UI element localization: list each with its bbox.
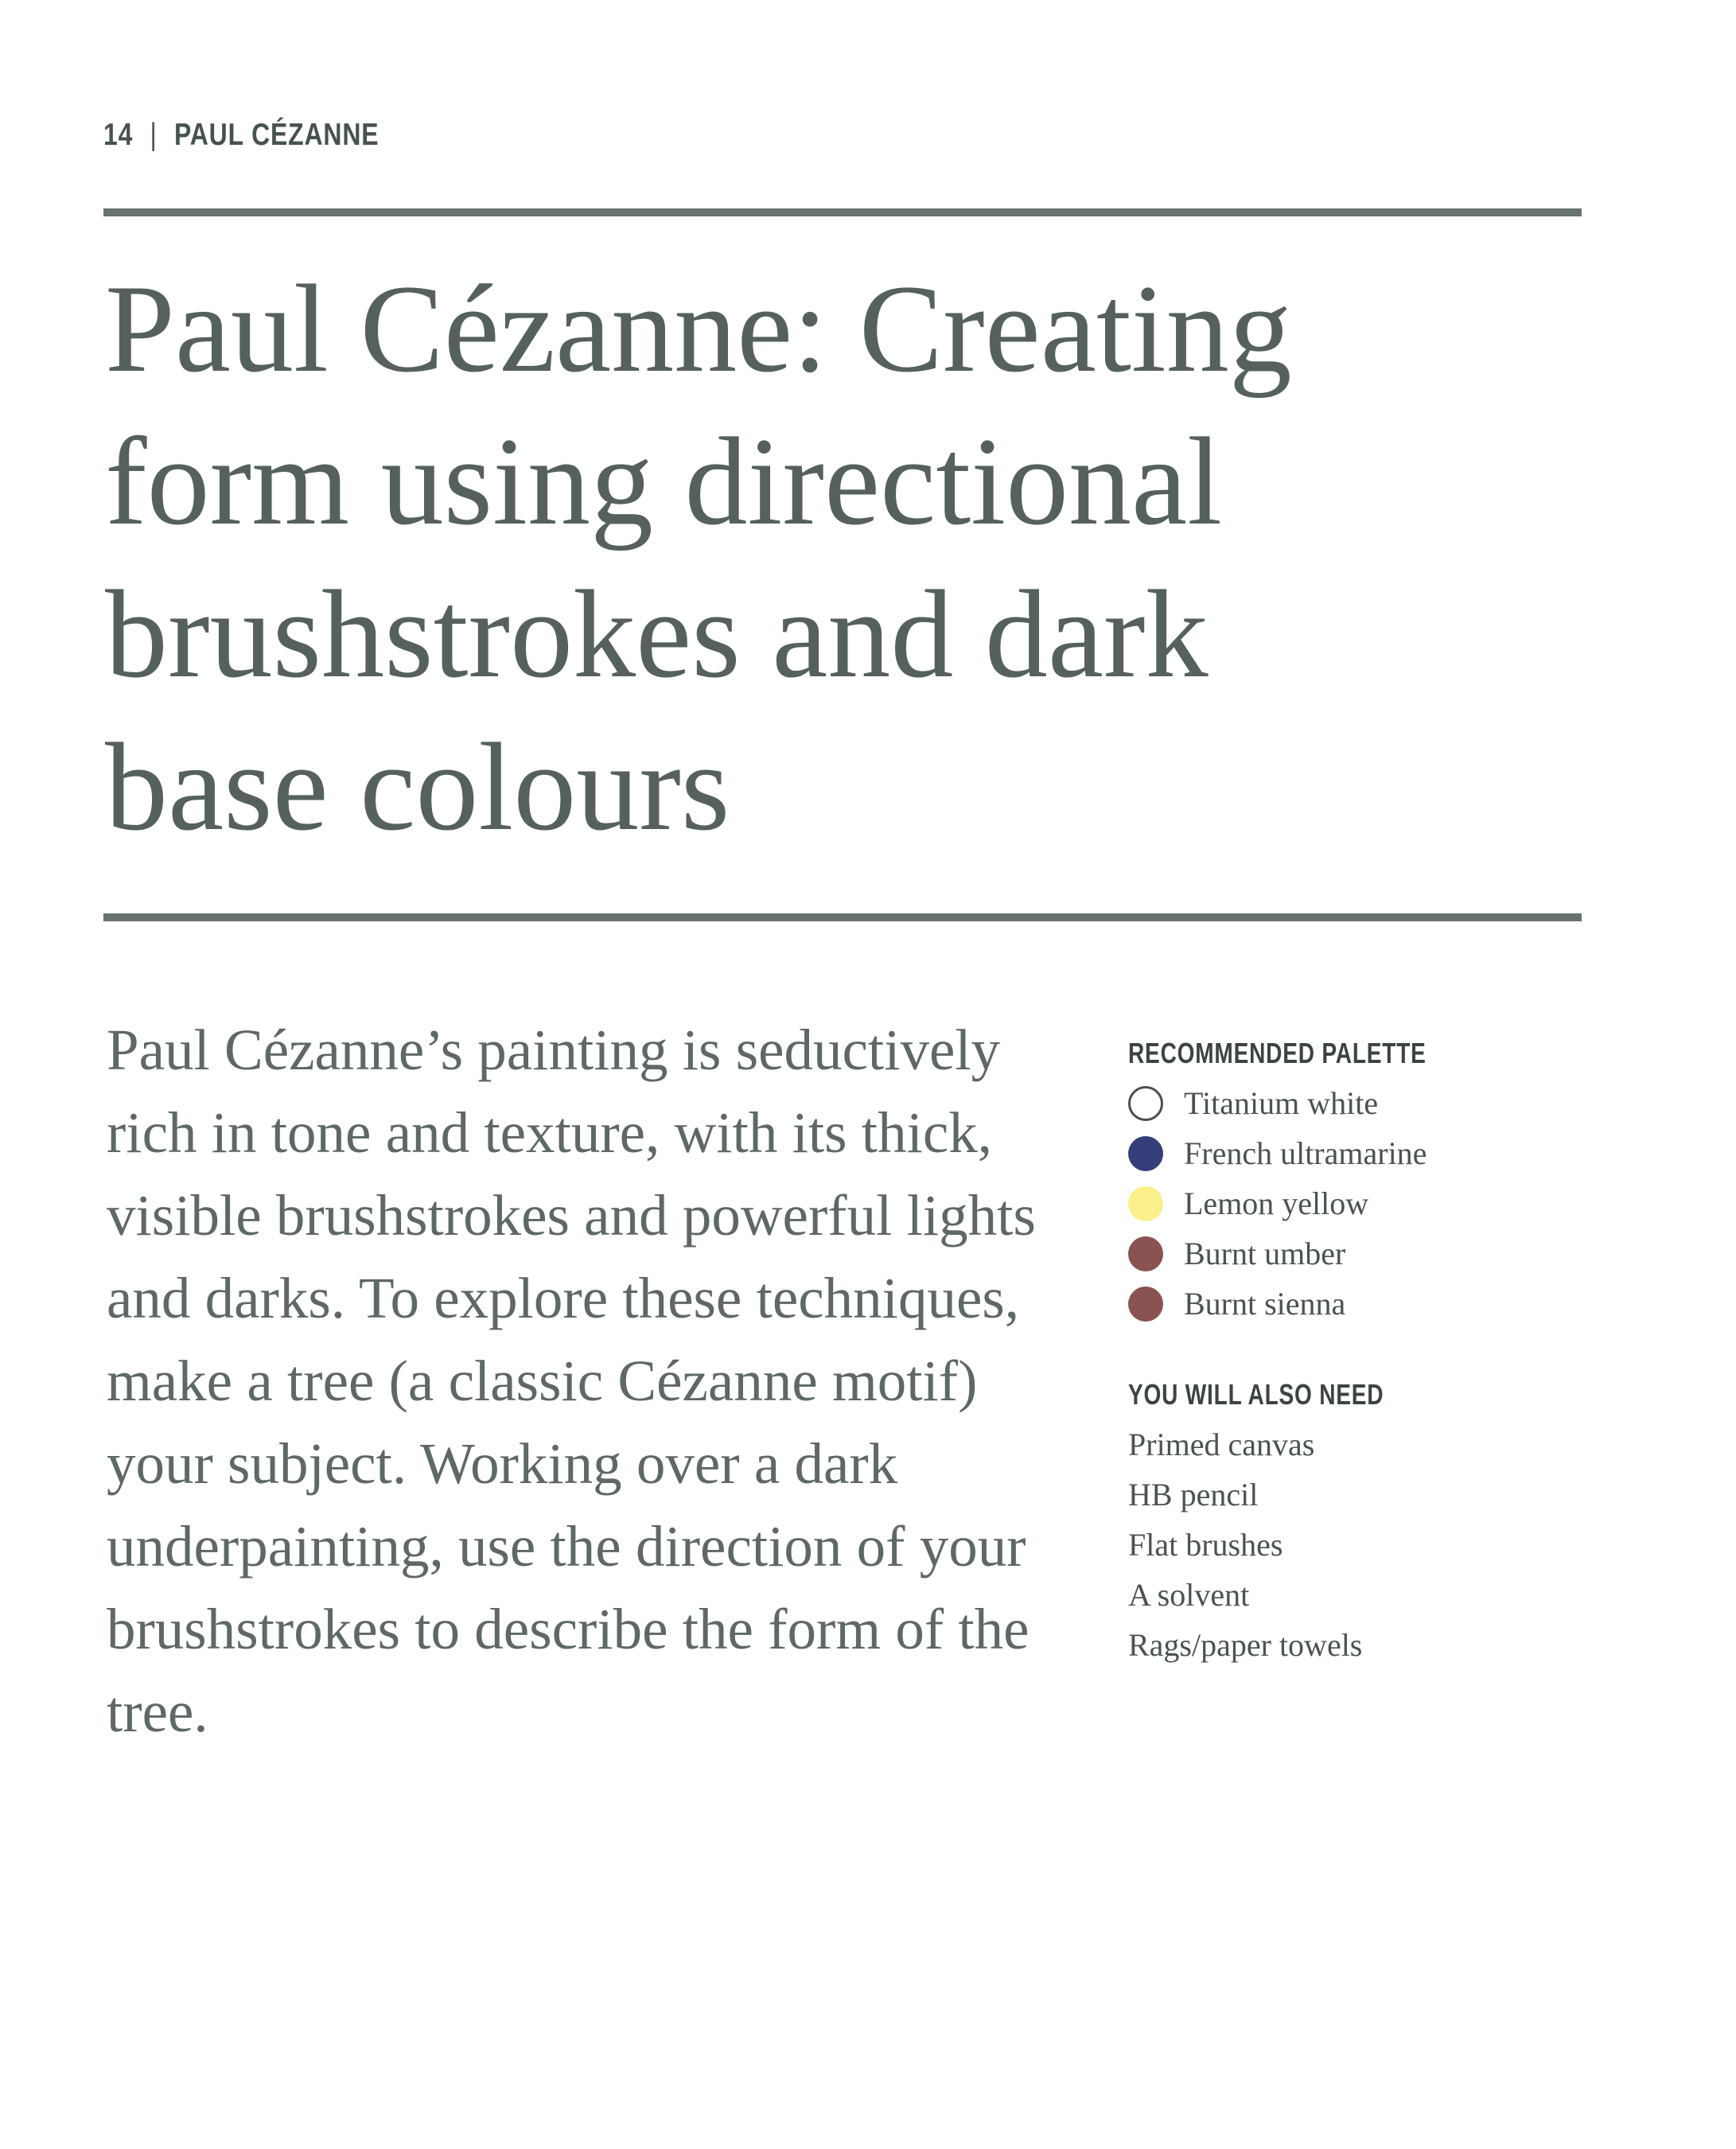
color-swatch-icon — [1128, 1236, 1163, 1271]
color-swatch-icon — [1128, 1136, 1163, 1171]
color-swatch-icon — [1128, 1086, 1163, 1121]
palette-item-label: Burnt sienna — [1184, 1286, 1346, 1322]
section-name: PAUL CÉZANNE — [173, 118, 380, 152]
need-item: HB pencil — [1128, 1477, 1259, 1512]
need-item: Rags/paper towels — [1128, 1627, 1363, 1663]
running-head — [103, 118, 379, 153]
palette-item — [1128, 1178, 1558, 1228]
palette-heading: RECOMMENDED PALETTE — [1128, 1037, 1427, 1069]
palette-list — [1128, 1078, 1558, 1329]
also-need-list — [1128, 1419, 1558, 1670]
palette-item — [1128, 1279, 1558, 1329]
page-number: 14 — [103, 118, 134, 152]
palette-item-label: Lemon yellow — [1184, 1185, 1369, 1221]
materials-sidebar — [1128, 1037, 1558, 1670]
bottom-rule — [103, 913, 1582, 921]
color-swatch-icon — [1128, 1186, 1163, 1221]
palette-item-label: Burnt umber — [1184, 1236, 1346, 1271]
need-item: Primed canvas — [1128, 1427, 1315, 1462]
color-swatch-icon — [1128, 1287, 1163, 1322]
palette-item-label: French ultramarine — [1184, 1135, 1427, 1171]
top-rule — [103, 208, 1582, 216]
running-head-separator: | — [150, 118, 158, 152]
also-need-heading: YOU WILL ALSO NEED — [1128, 1378, 1384, 1411]
intro-paragraph: Paul Cézanne’s painting is seductively rich in tone and texture, with its thick, visible brushstrokes and powerful lights and darks. To explore these techniques, make a tree (a classic Cézanne motif) your subject. Working over a dark underpainting, use the direction of your brushstrokes to describe the form of the tree. — [107, 1018, 1036, 1744]
page-title: Paul Cézanne: Creating form using directional brushstrokes and dark base colours — [105, 259, 1292, 857]
palette-item-label: Titanium white — [1184, 1085, 1379, 1121]
need-item: Flat brushes — [1128, 1527, 1283, 1563]
palette-item — [1128, 1078, 1558, 1128]
palette-item — [1128, 1228, 1558, 1279]
need-item: A solvent — [1128, 1577, 1250, 1613]
palette-item — [1128, 1128, 1558, 1178]
